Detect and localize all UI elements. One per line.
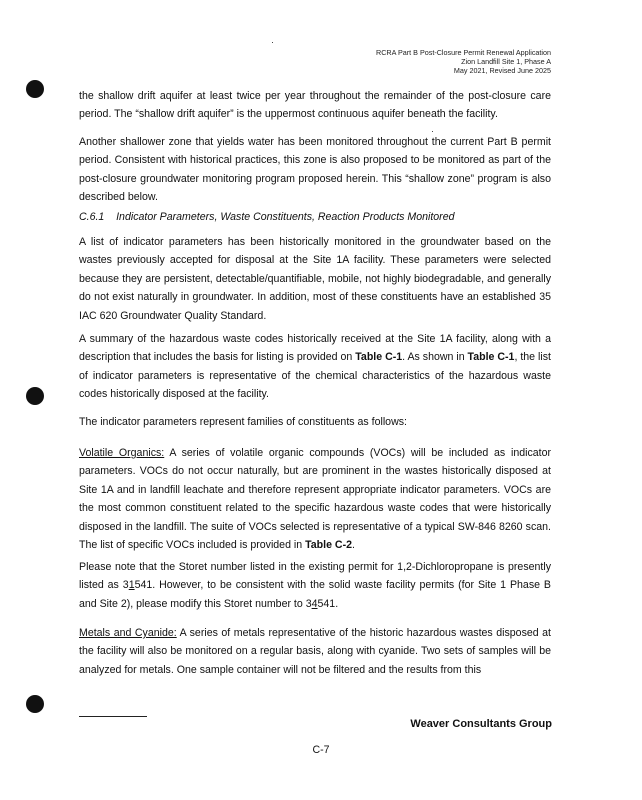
page-number: C-7 [312, 744, 330, 756]
storet-digit: 4 [311, 597, 318, 610]
paragraph: A list of indicator parameters has been historically monitored in the groundwater based on the wastes previously accepted for disposal at the Site 1A facility. These parameters were selected because they are persistent, detectable/quantifiable, mobile, not highly biodegradable, and generally do not exist naturally in groundwater. In addition, most of these constituents have an established 35 IAC 620 Groundwater Quality Standard. [79, 236, 551, 322]
section-title: Indicator Parameters, Waste Constituents, Reaction Products Monitored [116, 211, 455, 223]
subsection-label: Volatile Organics: [79, 447, 165, 459]
paragraph: Metals and Cyanide: A series of metals representative of the historic hazardous wastes disposed at the facility will also be monitored on a regular basis, along with cyanide. Two sets of samples will be analyzed for metals. One sample container will not be filtered and the results from this [79, 627, 551, 676]
paragraph: Please note that the Storet number listed in the existing permit for 1,2-Dichloropropane is presently listed as 31541. However, to be consistent with the solid waste facility permits (for Site 1 Phase B and Site 2), please modify this Storet number to 34541. [79, 561, 552, 610]
footer-company: Weaver Consultants Group [410, 718, 552, 730]
scan-speck [432, 131, 433, 132]
table-reference: Table C-2 [305, 539, 353, 552]
paragraph: Another shallower zone that yields water has been monitored throughout the current Part B permit period. Consistent with historical practices, this zone is also proposed to be monitored as part of the post-closure groundwater monitoring program proposed herein. This “shallow zone” program is also described below. [79, 136, 551, 204]
punch-hole [26, 695, 44, 713]
scan-speck [272, 42, 273, 43]
punch-hole [26, 387, 44, 405]
footer-rule [79, 716, 147, 717]
paragraph: Volatile Organics: A series of volatile organic compounds (VOCs) will be included as indicator parameters. VOCs do not occur naturally, but are prominent in the wastes historically disposed at Site 1A and in landfill leachate and therefore represent appropriate indicator parameters. VOCs are the most common constituent related to the specific hazardous waste codes that were historically disposed in the landfill. The suite of VOCs selected is representative of a typical SW-846 8260 scan. The list of specific VOCs included is provided in Table C-2. [79, 447, 552, 552]
header-line: Zion Landfill Site 1, Phase A [461, 56, 551, 66]
subsection-label: Metals and Cyanide: [79, 627, 177, 639]
paragraph: A summary of the hazardous waste codes historically received at the Site 1A facility, along with a description that includes the basis for listing is provided on Table C-1. As shown in Table C-1, the list of indicator parameters is representative of the chemical characteristics of the hazardous waste codes historically disposed at the facility. [79, 333, 551, 401]
table-reference: Table C-1 [355, 351, 403, 364]
paragraph: The indicator parameters represent families of constituents as follows: [79, 416, 407, 428]
header-line: May 2021, Revised June 2025 [453, 65, 551, 75]
section-number: C.6.1 [79, 211, 105, 223]
storet-digit: 1 [128, 579, 135, 592]
table-reference: Table C-1 [467, 351, 515, 364]
page-header [376, 49, 551, 75]
section-heading [79, 211, 454, 223]
paragraph: the shallow drift aquifer at least twice per year throughout the remainder of the post-closure care period. The “shallow drift aquifer” is the uppermost continuous aquifer beneath the facility. [79, 90, 551, 121]
header-line: RCRA Part B Post-Closure Permit Renewal Application [376, 48, 551, 57]
punch-hole [26, 80, 44, 98]
